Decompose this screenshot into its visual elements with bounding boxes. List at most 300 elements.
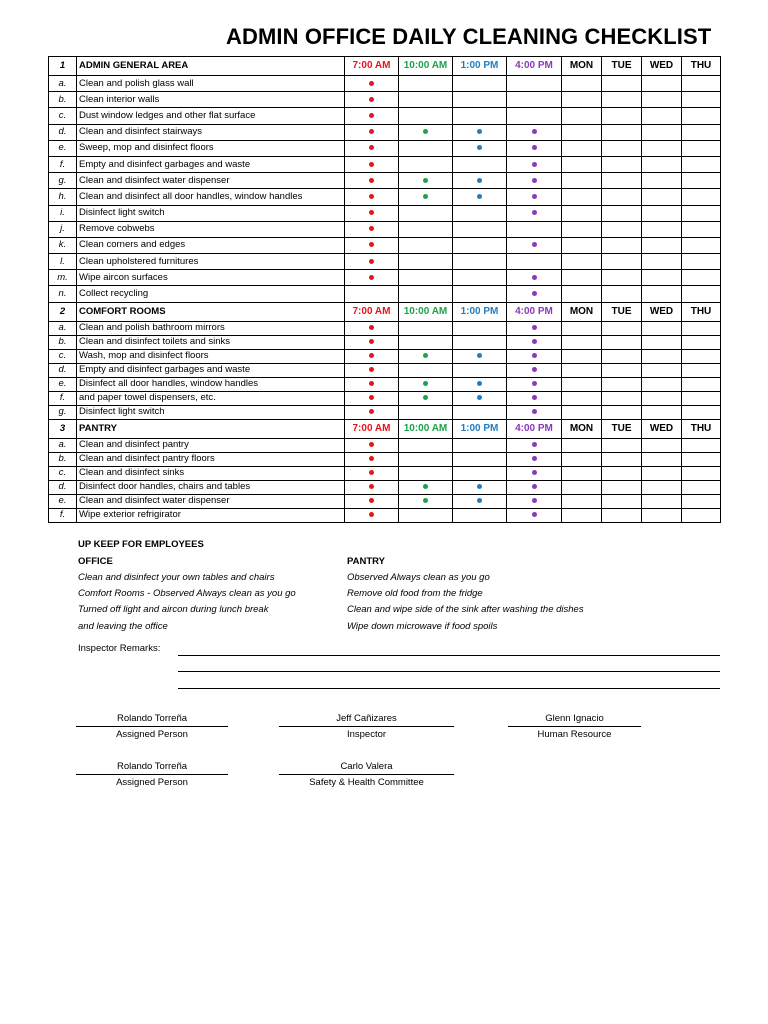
day-check-cell[interactable]	[602, 76, 642, 92]
table-row	[49, 156, 721, 172]
day-check-cell[interactable]	[682, 254, 721, 270]
time-check-cell[interactable]	[399, 124, 453, 140]
section-number: 2	[49, 302, 77, 321]
day-check-cell[interactable]	[562, 349, 602, 363]
time-check-cell[interactable]	[399, 189, 453, 205]
task-label: Sweep, mop and disinfect floors	[77, 140, 345, 156]
task-label: Clean interior walls	[77, 92, 345, 108]
time-check-cell[interactable]	[453, 391, 507, 405]
day-check-cell[interactable]	[642, 286, 682, 302]
time-check-cell[interactable]	[399, 92, 453, 108]
day-check-cell[interactable]	[682, 205, 721, 221]
time-check-cell[interactable]	[399, 156, 453, 172]
day-check-cell[interactable]	[682, 92, 721, 108]
time-check-cell[interactable]	[345, 76, 399, 92]
item-letter: h.	[49, 189, 77, 205]
item-letter: f.	[49, 508, 77, 522]
time-check-cell[interactable]	[399, 108, 453, 124]
day-check-cell[interactable]	[642, 363, 682, 377]
day-check-cell[interactable]	[602, 286, 642, 302]
day-check-cell[interactable]	[562, 221, 602, 237]
time-check-cell[interactable]	[345, 221, 399, 237]
day-check-cell[interactable]	[682, 124, 721, 140]
time-check-cell[interactable]	[453, 108, 507, 124]
table-row	[49, 321, 721, 335]
time-check-cell[interactable]	[507, 92, 562, 108]
time-check-cell[interactable]	[399, 480, 453, 494]
time-check-cell[interactable]	[399, 377, 453, 391]
time-column-header: 1:00 PM	[453, 419, 507, 438]
day-check-cell[interactable]	[602, 391, 642, 405]
check-dot-icon	[369, 325, 374, 330]
item-letter: f.	[49, 156, 77, 172]
time-check-cell[interactable]	[399, 508, 453, 522]
day-check-cell[interactable]	[642, 438, 682, 452]
day-check-cell[interactable]	[602, 237, 642, 253]
day-check-cell[interactable]	[602, 438, 642, 452]
time-check-cell[interactable]	[507, 189, 562, 205]
time-check-cell[interactable]	[345, 494, 399, 508]
section-header-row	[49, 57, 721, 76]
time-check-cell[interactable]	[399, 76, 453, 92]
task-label: Disinfect light switch	[77, 205, 345, 221]
day-check-cell[interactable]	[562, 480, 602, 494]
day-check-cell[interactable]	[562, 335, 602, 349]
time-check-cell[interactable]	[453, 189, 507, 205]
check-dot-icon	[369, 512, 374, 517]
check-dot-icon	[477, 178, 482, 183]
day-check-cell[interactable]	[682, 321, 721, 335]
time-check-cell[interactable]	[507, 286, 562, 302]
day-check-cell[interactable]	[562, 286, 602, 302]
time-check-cell[interactable]	[507, 452, 562, 466]
day-check-cell[interactable]	[682, 173, 721, 189]
time-column-header: 10:00 AM	[399, 302, 453, 321]
day-check-cell[interactable]	[642, 391, 682, 405]
day-check-cell[interactable]	[682, 405, 721, 419]
task-label: Disinfect light switch	[77, 405, 345, 419]
day-check-cell[interactable]	[642, 156, 682, 172]
task-label: Empty and disinfect garbages and waste	[77, 156, 345, 172]
check-dot-icon	[369, 178, 374, 183]
day-check-cell[interactable]	[642, 205, 682, 221]
time-column-header: 7:00 AM	[345, 419, 399, 438]
day-check-cell[interactable]	[562, 494, 602, 508]
day-check-cell[interactable]	[602, 377, 642, 391]
time-check-cell[interactable]	[399, 205, 453, 221]
time-column-header: 4:00 PM	[507, 57, 562, 76]
table-row	[49, 270, 721, 286]
day-check-cell[interactable]	[562, 173, 602, 189]
time-check-cell[interactable]	[345, 349, 399, 363]
signature-role: Safety & Health Committee	[309, 777, 424, 788]
table-row	[49, 205, 721, 221]
day-check-cell[interactable]	[562, 438, 602, 452]
time-check-cell[interactable]	[453, 335, 507, 349]
day-check-cell[interactable]	[602, 405, 642, 419]
time-check-cell[interactable]	[399, 391, 453, 405]
day-check-cell[interactable]	[642, 173, 682, 189]
time-check-cell[interactable]	[453, 321, 507, 335]
day-check-cell[interactable]	[682, 391, 721, 405]
time-check-cell[interactable]	[507, 221, 562, 237]
time-check-cell[interactable]	[507, 363, 562, 377]
pantry-item: Wipe down microwave if food spoils	[347, 621, 498, 632]
time-check-cell[interactable]	[399, 221, 453, 237]
day-check-cell[interactable]	[642, 140, 682, 156]
check-dot-icon	[423, 178, 428, 183]
time-check-cell[interactable]	[507, 205, 562, 221]
time-check-cell[interactable]	[345, 452, 399, 466]
item-letter: n.	[49, 286, 77, 302]
time-check-cell[interactable]	[453, 270, 507, 286]
day-check-cell[interactable]	[682, 221, 721, 237]
day-check-cell[interactable]	[562, 92, 602, 108]
table-row	[49, 286, 721, 302]
day-check-cell[interactable]	[682, 480, 721, 494]
time-check-cell[interactable]	[345, 140, 399, 156]
day-check-cell[interactable]	[602, 140, 642, 156]
day-check-cell[interactable]	[602, 335, 642, 349]
time-check-cell[interactable]	[345, 108, 399, 124]
time-check-cell[interactable]	[453, 92, 507, 108]
signature-role: Assigned Person	[116, 777, 188, 788]
section-header-row	[49, 419, 721, 438]
check-dot-icon	[369, 275, 374, 280]
time-check-cell[interactable]	[345, 156, 399, 172]
item-letter: b.	[49, 335, 77, 349]
day-check-cell[interactable]	[682, 363, 721, 377]
day-check-cell[interactable]	[642, 189, 682, 205]
time-check-cell[interactable]	[507, 494, 562, 508]
time-check-cell[interactable]	[453, 438, 507, 452]
check-dot-icon	[369, 456, 374, 461]
signature-name: Rolando Torreña	[76, 760, 228, 775]
day-column-header: THU	[682, 57, 721, 76]
time-check-cell[interactable]	[453, 508, 507, 522]
task-label: Clean and disinfect toilets and sinks	[77, 335, 345, 349]
check-dot-icon	[369, 97, 374, 102]
day-check-cell[interactable]	[642, 221, 682, 237]
table-row	[49, 363, 721, 377]
day-check-cell[interactable]	[562, 76, 602, 92]
day-check-cell[interactable]	[642, 508, 682, 522]
table-row	[49, 108, 721, 124]
time-check-cell[interactable]	[345, 480, 399, 494]
task-label: Dust window ledges and other flat surface	[77, 108, 345, 124]
day-check-cell[interactable]	[682, 508, 721, 522]
time-check-cell[interactable]	[453, 173, 507, 189]
day-column-header: TUE	[602, 57, 642, 76]
day-check-cell[interactable]	[602, 173, 642, 189]
day-check-cell[interactable]	[682, 108, 721, 124]
time-check-cell[interactable]	[507, 254, 562, 270]
time-check-cell[interactable]	[399, 438, 453, 452]
item-letter: c.	[49, 349, 77, 363]
day-check-cell[interactable]	[562, 124, 602, 140]
day-check-cell[interactable]	[642, 377, 682, 391]
day-check-cell[interactable]	[642, 480, 682, 494]
day-check-cell[interactable]	[602, 363, 642, 377]
time-check-cell[interactable]	[399, 349, 453, 363]
time-check-cell[interactable]	[399, 140, 453, 156]
remarks-line[interactable]	[178, 655, 720, 656]
check-dot-icon	[369, 259, 374, 264]
time-check-cell[interactable]	[453, 221, 507, 237]
time-check-cell[interactable]	[399, 173, 453, 189]
time-check-cell[interactable]	[453, 205, 507, 221]
day-check-cell[interactable]	[682, 76, 721, 92]
day-check-cell[interactable]	[682, 466, 721, 480]
day-check-cell[interactable]	[602, 189, 642, 205]
day-check-cell[interactable]	[602, 156, 642, 172]
time-check-cell[interactable]	[399, 466, 453, 480]
time-check-cell[interactable]	[507, 237, 562, 253]
day-check-cell[interactable]	[562, 156, 602, 172]
time-check-cell[interactable]	[399, 405, 453, 419]
time-check-cell[interactable]	[345, 405, 399, 419]
day-check-cell[interactable]	[602, 205, 642, 221]
day-check-cell[interactable]	[562, 377, 602, 391]
day-check-cell[interactable]	[642, 405, 682, 419]
time-check-cell[interactable]	[453, 377, 507, 391]
day-check-cell[interactable]	[562, 405, 602, 419]
day-check-cell[interactable]	[682, 156, 721, 172]
time-check-cell[interactable]	[507, 108, 562, 124]
day-check-cell[interactable]	[602, 452, 642, 466]
day-check-cell[interactable]	[602, 254, 642, 270]
day-check-cell[interactable]	[602, 480, 642, 494]
time-check-cell[interactable]	[453, 480, 507, 494]
check-dot-icon	[423, 484, 428, 489]
item-letter: b.	[49, 452, 77, 466]
item-letter: l.	[49, 254, 77, 270]
day-check-cell[interactable]	[682, 494, 721, 508]
day-check-cell[interactable]	[642, 452, 682, 466]
day-column-header: TUE	[602, 419, 642, 438]
day-check-cell[interactable]	[682, 140, 721, 156]
check-dot-icon	[369, 484, 374, 489]
day-check-cell[interactable]	[682, 189, 721, 205]
time-check-cell[interactable]	[453, 494, 507, 508]
time-check-cell[interactable]	[345, 205, 399, 221]
inspector-remarks-label: Inspector Remarks:	[78, 643, 161, 654]
day-check-cell[interactable]	[602, 92, 642, 108]
pantry-heading: PANTRY	[347, 556, 385, 567]
day-check-cell[interactable]	[602, 321, 642, 335]
time-check-cell[interactable]	[453, 124, 507, 140]
item-letter: d.	[49, 363, 77, 377]
time-check-cell[interactable]	[453, 349, 507, 363]
time-check-cell[interactable]	[399, 321, 453, 335]
day-column-header: MON	[562, 419, 602, 438]
time-check-cell[interactable]	[507, 391, 562, 405]
day-check-cell[interactable]	[562, 189, 602, 205]
item-letter: e.	[49, 377, 77, 391]
time-check-cell[interactable]	[507, 156, 562, 172]
time-check-cell[interactable]	[399, 270, 453, 286]
time-check-cell[interactable]	[345, 438, 399, 452]
time-check-cell[interactable]	[399, 237, 453, 253]
time-check-cell[interactable]	[399, 254, 453, 270]
day-check-cell[interactable]	[682, 237, 721, 253]
section-header-row	[49, 302, 721, 321]
task-label: Collect recycling	[77, 286, 345, 302]
time-check-cell[interactable]	[345, 391, 399, 405]
day-check-cell[interactable]	[562, 254, 602, 270]
time-check-cell[interactable]	[507, 124, 562, 140]
task-label: Wipe exterior refrigirator	[77, 508, 345, 522]
day-check-cell[interactable]	[682, 438, 721, 452]
day-check-cell[interactable]	[562, 452, 602, 466]
time-check-cell[interactable]	[453, 237, 507, 253]
day-check-cell[interactable]	[682, 270, 721, 286]
item-letter: m.	[49, 270, 77, 286]
remarks-line[interactable]	[178, 671, 720, 672]
time-check-cell[interactable]	[345, 237, 399, 253]
signature-block	[279, 712, 454, 741]
day-check-cell[interactable]	[562, 108, 602, 124]
time-check-cell[interactable]	[345, 508, 399, 522]
day-check-cell[interactable]	[682, 349, 721, 363]
time-check-cell[interactable]	[507, 480, 562, 494]
table-row	[49, 92, 721, 108]
day-check-cell[interactable]	[602, 349, 642, 363]
section-title: PANTRY	[77, 419, 345, 438]
time-check-cell[interactable]	[345, 321, 399, 335]
day-check-cell[interactable]	[602, 221, 642, 237]
day-column-header: WED	[642, 302, 682, 321]
time-check-cell[interactable]	[507, 321, 562, 335]
time-check-cell[interactable]	[453, 466, 507, 480]
check-dot-icon	[423, 353, 428, 358]
day-check-cell[interactable]	[642, 76, 682, 92]
day-check-cell[interactable]	[642, 92, 682, 108]
day-check-cell[interactable]	[562, 363, 602, 377]
day-check-cell[interactable]	[642, 237, 682, 253]
time-check-cell[interactable]	[345, 466, 399, 480]
time-check-cell[interactable]	[399, 452, 453, 466]
time-check-cell[interactable]	[345, 286, 399, 302]
item-letter: k.	[49, 237, 77, 253]
time-check-cell[interactable]	[507, 349, 562, 363]
day-check-cell[interactable]	[562, 466, 602, 480]
day-check-cell[interactable]	[562, 140, 602, 156]
time-check-cell[interactable]	[507, 76, 562, 92]
time-check-cell[interactable]	[345, 92, 399, 108]
check-dot-icon	[532, 275, 537, 280]
check-dot-icon	[532, 395, 537, 400]
day-check-cell[interactable]	[562, 237, 602, 253]
time-check-cell[interactable]	[507, 405, 562, 419]
time-check-cell[interactable]	[453, 156, 507, 172]
signature-role: Inspector	[346, 729, 387, 740]
time-check-cell[interactable]	[507, 377, 562, 391]
day-check-cell[interactable]	[562, 205, 602, 221]
time-check-cell[interactable]	[453, 405, 507, 419]
time-check-cell[interactable]	[453, 363, 507, 377]
time-check-cell[interactable]	[345, 335, 399, 349]
day-check-cell[interactable]	[602, 508, 642, 522]
day-check-cell[interactable]	[642, 108, 682, 124]
day-check-cell[interactable]	[602, 108, 642, 124]
check-dot-icon	[369, 470, 374, 475]
check-dot-icon	[532, 367, 537, 372]
time-column-header: 10:00 AM	[399, 57, 453, 76]
time-check-cell[interactable]	[453, 452, 507, 466]
day-check-cell[interactable]	[562, 270, 602, 286]
day-column-header: THU	[682, 302, 721, 321]
time-check-cell[interactable]	[345, 254, 399, 270]
time-check-cell[interactable]	[507, 508, 562, 522]
day-check-cell[interactable]	[642, 349, 682, 363]
time-check-cell[interactable]	[345, 377, 399, 391]
day-check-cell[interactable]	[642, 466, 682, 480]
day-check-cell[interactable]	[562, 321, 602, 335]
day-check-cell[interactable]	[682, 335, 721, 349]
check-dot-icon	[532, 325, 537, 330]
item-letter: a.	[49, 321, 77, 335]
day-check-cell[interactable]	[642, 335, 682, 349]
time-check-cell[interactable]	[399, 494, 453, 508]
time-check-cell[interactable]	[345, 124, 399, 140]
task-label: and paper towel dispensers, etc.	[77, 391, 345, 405]
day-column-header: WED	[642, 419, 682, 438]
pantry-item: Clean and wipe side of the sink after washing the dishes	[347, 604, 584, 615]
day-check-cell[interactable]	[642, 494, 682, 508]
time-check-cell[interactable]	[453, 286, 507, 302]
day-check-cell[interactable]	[642, 321, 682, 335]
time-check-cell[interactable]	[399, 363, 453, 377]
time-check-cell[interactable]	[399, 335, 453, 349]
day-check-cell[interactable]	[642, 254, 682, 270]
day-check-cell[interactable]	[562, 508, 602, 522]
time-check-cell[interactable]	[345, 173, 399, 189]
time-check-cell[interactable]	[399, 286, 453, 302]
day-check-cell[interactable]	[602, 466, 642, 480]
day-check-cell[interactable]	[602, 124, 642, 140]
time-check-cell[interactable]	[507, 270, 562, 286]
day-check-cell[interactable]	[682, 452, 721, 466]
time-check-cell[interactable]	[453, 254, 507, 270]
check-dot-icon	[369, 395, 374, 400]
time-check-cell[interactable]	[507, 438, 562, 452]
time-check-cell[interactable]	[345, 363, 399, 377]
day-check-cell[interactable]	[642, 124, 682, 140]
day-check-cell[interactable]	[602, 494, 642, 508]
time-check-cell[interactable]	[507, 335, 562, 349]
time-check-cell[interactable]	[507, 466, 562, 480]
day-check-cell[interactable]	[682, 377, 721, 391]
time-check-cell[interactable]	[453, 140, 507, 156]
table-row	[49, 480, 721, 494]
day-check-cell[interactable]	[642, 270, 682, 286]
check-dot-icon	[477, 129, 482, 134]
check-dot-icon	[369, 367, 374, 372]
time-check-cell[interactable]	[507, 140, 562, 156]
signature-name: Carlo Valera	[279, 760, 454, 775]
day-check-cell[interactable]	[682, 286, 721, 302]
time-check-cell[interactable]	[453, 76, 507, 92]
item-letter: b.	[49, 92, 77, 108]
time-check-cell[interactable]	[345, 189, 399, 205]
office-heading: OFFICE	[78, 556, 113, 567]
day-check-cell[interactable]	[562, 391, 602, 405]
time-check-cell[interactable]	[345, 270, 399, 286]
time-check-cell[interactable]	[507, 173, 562, 189]
day-check-cell[interactable]	[602, 270, 642, 286]
remarks-line[interactable]	[178, 688, 720, 689]
